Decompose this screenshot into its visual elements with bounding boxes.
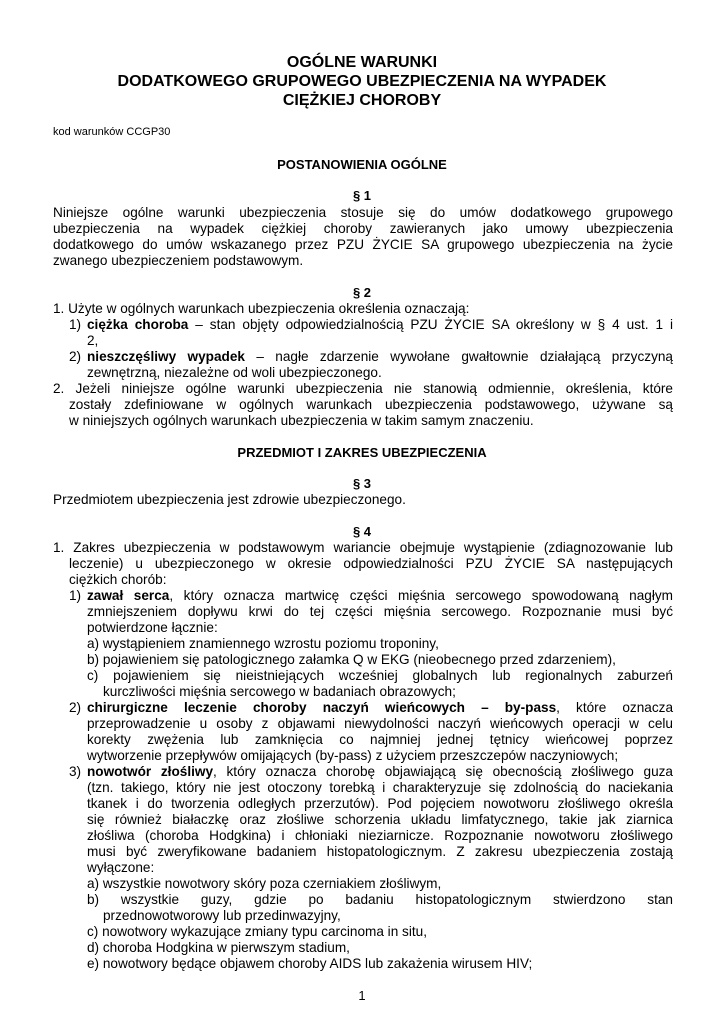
p1-line: Niniejsze ogólne warunki ubezpieczenia stosuje się do umów dodatkowego grupowego	[53, 205, 673, 220]
p4-item-zawal-line: potwierdzone łącznie:	[87, 620, 218, 635]
p2-item-number: 1)	[69, 317, 82, 332]
paragraph-1-mark: § 1	[352, 188, 372, 203]
conditions-code: kod warunków CCGP30	[53, 126, 171, 138]
p1-line: ubezpieczenia na wypadek ciężkiej choroby zawieranych jako umowy ubezpieczenia	[53, 221, 673, 236]
term-nieszczesliwy-wypadek: nieszczęśliwy wypadek	[87, 349, 245, 364]
term-nowotwor-zlosliwy: nowotwór złośliwy	[87, 764, 214, 779]
doc-title-line-3: CIĘŻKIEJ CHOROBY	[282, 92, 442, 109]
p4-item-zawal: zawał serca, który oznacza martwicę części mięśnia sercowego spowodowaną nagłym	[87, 588, 673, 603]
p4-item-nowotwor-line: się również białaczkę oraz złośliwe schorzenia układu limfatycznego, takie jak ziarnica	[87, 812, 673, 827]
p3-text: Przedmiotem ubezpieczenia jest zdrowie ubezpieczonego.	[53, 492, 406, 507]
p4-zawal-sub-cont: kurczliwości mięśnia sercowego w badaniach obrazowych;	[103, 684, 456, 699]
p4-intro-line: ciężkich chorób:	[69, 572, 167, 587]
p4-nowotwor-sub: a) wszystkie nowotwory skóry poza czerniakiem złośliwym,	[87, 876, 442, 891]
p4-item-nowotwor-line: musi być zweryfikowane badaniem histopatologicznym. Z zakresu ubezpieczenia zostają	[87, 844, 673, 859]
p4-item-nowotwor-line: (tzn. takiego, który nie jest otoczony torebką i charakteryzuje się zdolnością do naciekania	[87, 780, 673, 795]
p4-intro-line: leczenie) u ubezpieczonego w okresie odpowiedzialności PZU ŻYCIE SA następujących	[69, 556, 673, 571]
term-by-pass: chirurgiczne leczenie choroby naczyń wieńcowych – by-pass	[87, 700, 557, 715]
p4-item-zawal-line: zmniejszeniem dopływu krwi do tej części mięśnia sercowego. Rozpoznanie musi być	[87, 604, 673, 619]
p2-point-2-line: w niniejszych ogólnych warunkach ubezpieczenia w takim samym znaczeniu.	[69, 413, 534, 428]
p4-item-nowotwor: nowotwór złośliwy, który oznacza chorobę objawiającą się obecnością złośliwego guza	[87, 764, 673, 779]
p2-point-1: 1. Użyte w ogólnych warunkach ubezpieczenia określenia oznaczają:	[53, 301, 470, 316]
p4-nowotwor-sub: e) nowotwory będące objawem choroby AIDS lub zakażenia wirusem HIV;	[87, 956, 533, 971]
p4-item-number: 1)	[69, 588, 82, 603]
p2-item-number: 2)	[69, 349, 82, 364]
p4-item-bypass-line: wytworzenie przepływów omijających (by-pass) z użyciem przeszczepów naczyniowych;	[87, 748, 619, 763]
p4-item-bypass: chirurgiczne leczenie choroby naczyń wieńcowych – by-pass, które oznacza	[87, 700, 673, 715]
p4-item-bypass-line: korekty zwężenia lub zamknięcia co najmniej jednej tętnicy wieńcowej poprzez	[87, 732, 673, 747]
paragraph-2-mark: § 2	[352, 285, 372, 300]
section-heading-scope: PRZEDMIOT I ZAKRES UBEZPIECZENIA	[237, 445, 487, 460]
p4-item-number: 3)	[69, 764, 82, 779]
p1-line: zwanego ubezpieczeniem podstawowym.	[53, 253, 304, 268]
p2-item-1-cont: 2,	[87, 333, 99, 348]
p4-item-nowotwor-line: tkanek i do tworzenia odległych przerzutów). Pod pojęciem nowotworu złośliwego określa	[87, 796, 673, 811]
p4-nowotwor-sub: b) wszystkie guzy, gdzie po badaniu histopatologicznym stwierdzono stan	[87, 892, 673, 907]
section-heading-general: POSTANOWIENIA OGÓLNE	[277, 157, 447, 172]
p2-point-2-line: zostały zdefiniowane w ogólnych warunkach ubezpieczenia podstawowego, używane są	[69, 397, 673, 412]
p2-point-2: 2. Jeżeli niniejsze ogólne warunki ubezpieczenia nie stanowią odmiennie, określenia, które	[53, 381, 673, 396]
term-ciezka-choroba: ciężka choroba	[87, 317, 189, 332]
p4-item-nowotwor-line: złośliwa (choroba Hodgkina) i chłoniaki nieziarnicze. Rozpoznanie nowotworu złośliwego	[87, 828, 673, 843]
doc-title-line-1: OGÓLNE WARUNKI	[286, 54, 438, 71]
p4-item-bypass-line: przeprowadzenie u osoby z objawami niewydolności naczyń wieńcowych operacji w celu	[87, 716, 673, 731]
p4-item-nowotwor-line: wyłączone:	[87, 860, 155, 875]
page-number: 1	[358, 988, 366, 1003]
p4-zawal-sub: a) wystąpieniem znamiennego wzrostu poziomu troponiny,	[87, 636, 439, 651]
p4-zawal-sub: c) pojawieniem się nieistniejących wcześniej globalnych lub regionalnych zaburzeń	[87, 668, 673, 683]
p4-item-number: 2)	[69, 700, 82, 715]
term-zawal-serca: zawał serca	[87, 588, 170, 603]
p4-nowotwor-sub: c) nowotwory wykazujące zmiany typu carcinoma in situ,	[87, 924, 427, 939]
p4-nowotwor-sub: d) choroba Hodgkina w pierwszym stadium,	[87, 940, 350, 955]
paragraph-4-mark: § 4	[352, 524, 372, 539]
p2-item-2-cont: zewnętrzną, niezależne od woli ubezpieczonego.	[87, 365, 382, 380]
paragraph-3-mark: § 3	[352, 476, 372, 491]
p4-zawal-sub: b) pojawieniem się patologicznego załamka Q w EKG (nieobecnego przed zdarzeniem),	[87, 652, 616, 667]
p2-item-1: ciężka choroba – stan objęty odpowiedzialnością PZU ŻYCIE SA określony w § 4 ust. 1 i	[87, 317, 673, 332]
p2-item-2: nieszczęśliwy wypadek – nagłe zdarzenie wywołane gwałtownie działającą przyczyną	[87, 349, 673, 364]
doc-title-line-2: DODATKOWEGO GRUPOWEGO UBEZPIECZENIA NA WYPADEK	[117, 73, 607, 90]
p1-line: dodatkowego do umów wskazanego przez PZU ŻYCIE SA grupowego ubezpieczenia na życie	[53, 237, 673, 252]
p4-intro-line: 1. Zakres ubezpieczenia w podstawowym wariancie obejmuje wystąpienie (zdiagnozowanie lub	[53, 540, 673, 555]
p4-nowotwor-sub-cont: przednowotworowy lub przedinwazyjny,	[103, 908, 341, 923]
